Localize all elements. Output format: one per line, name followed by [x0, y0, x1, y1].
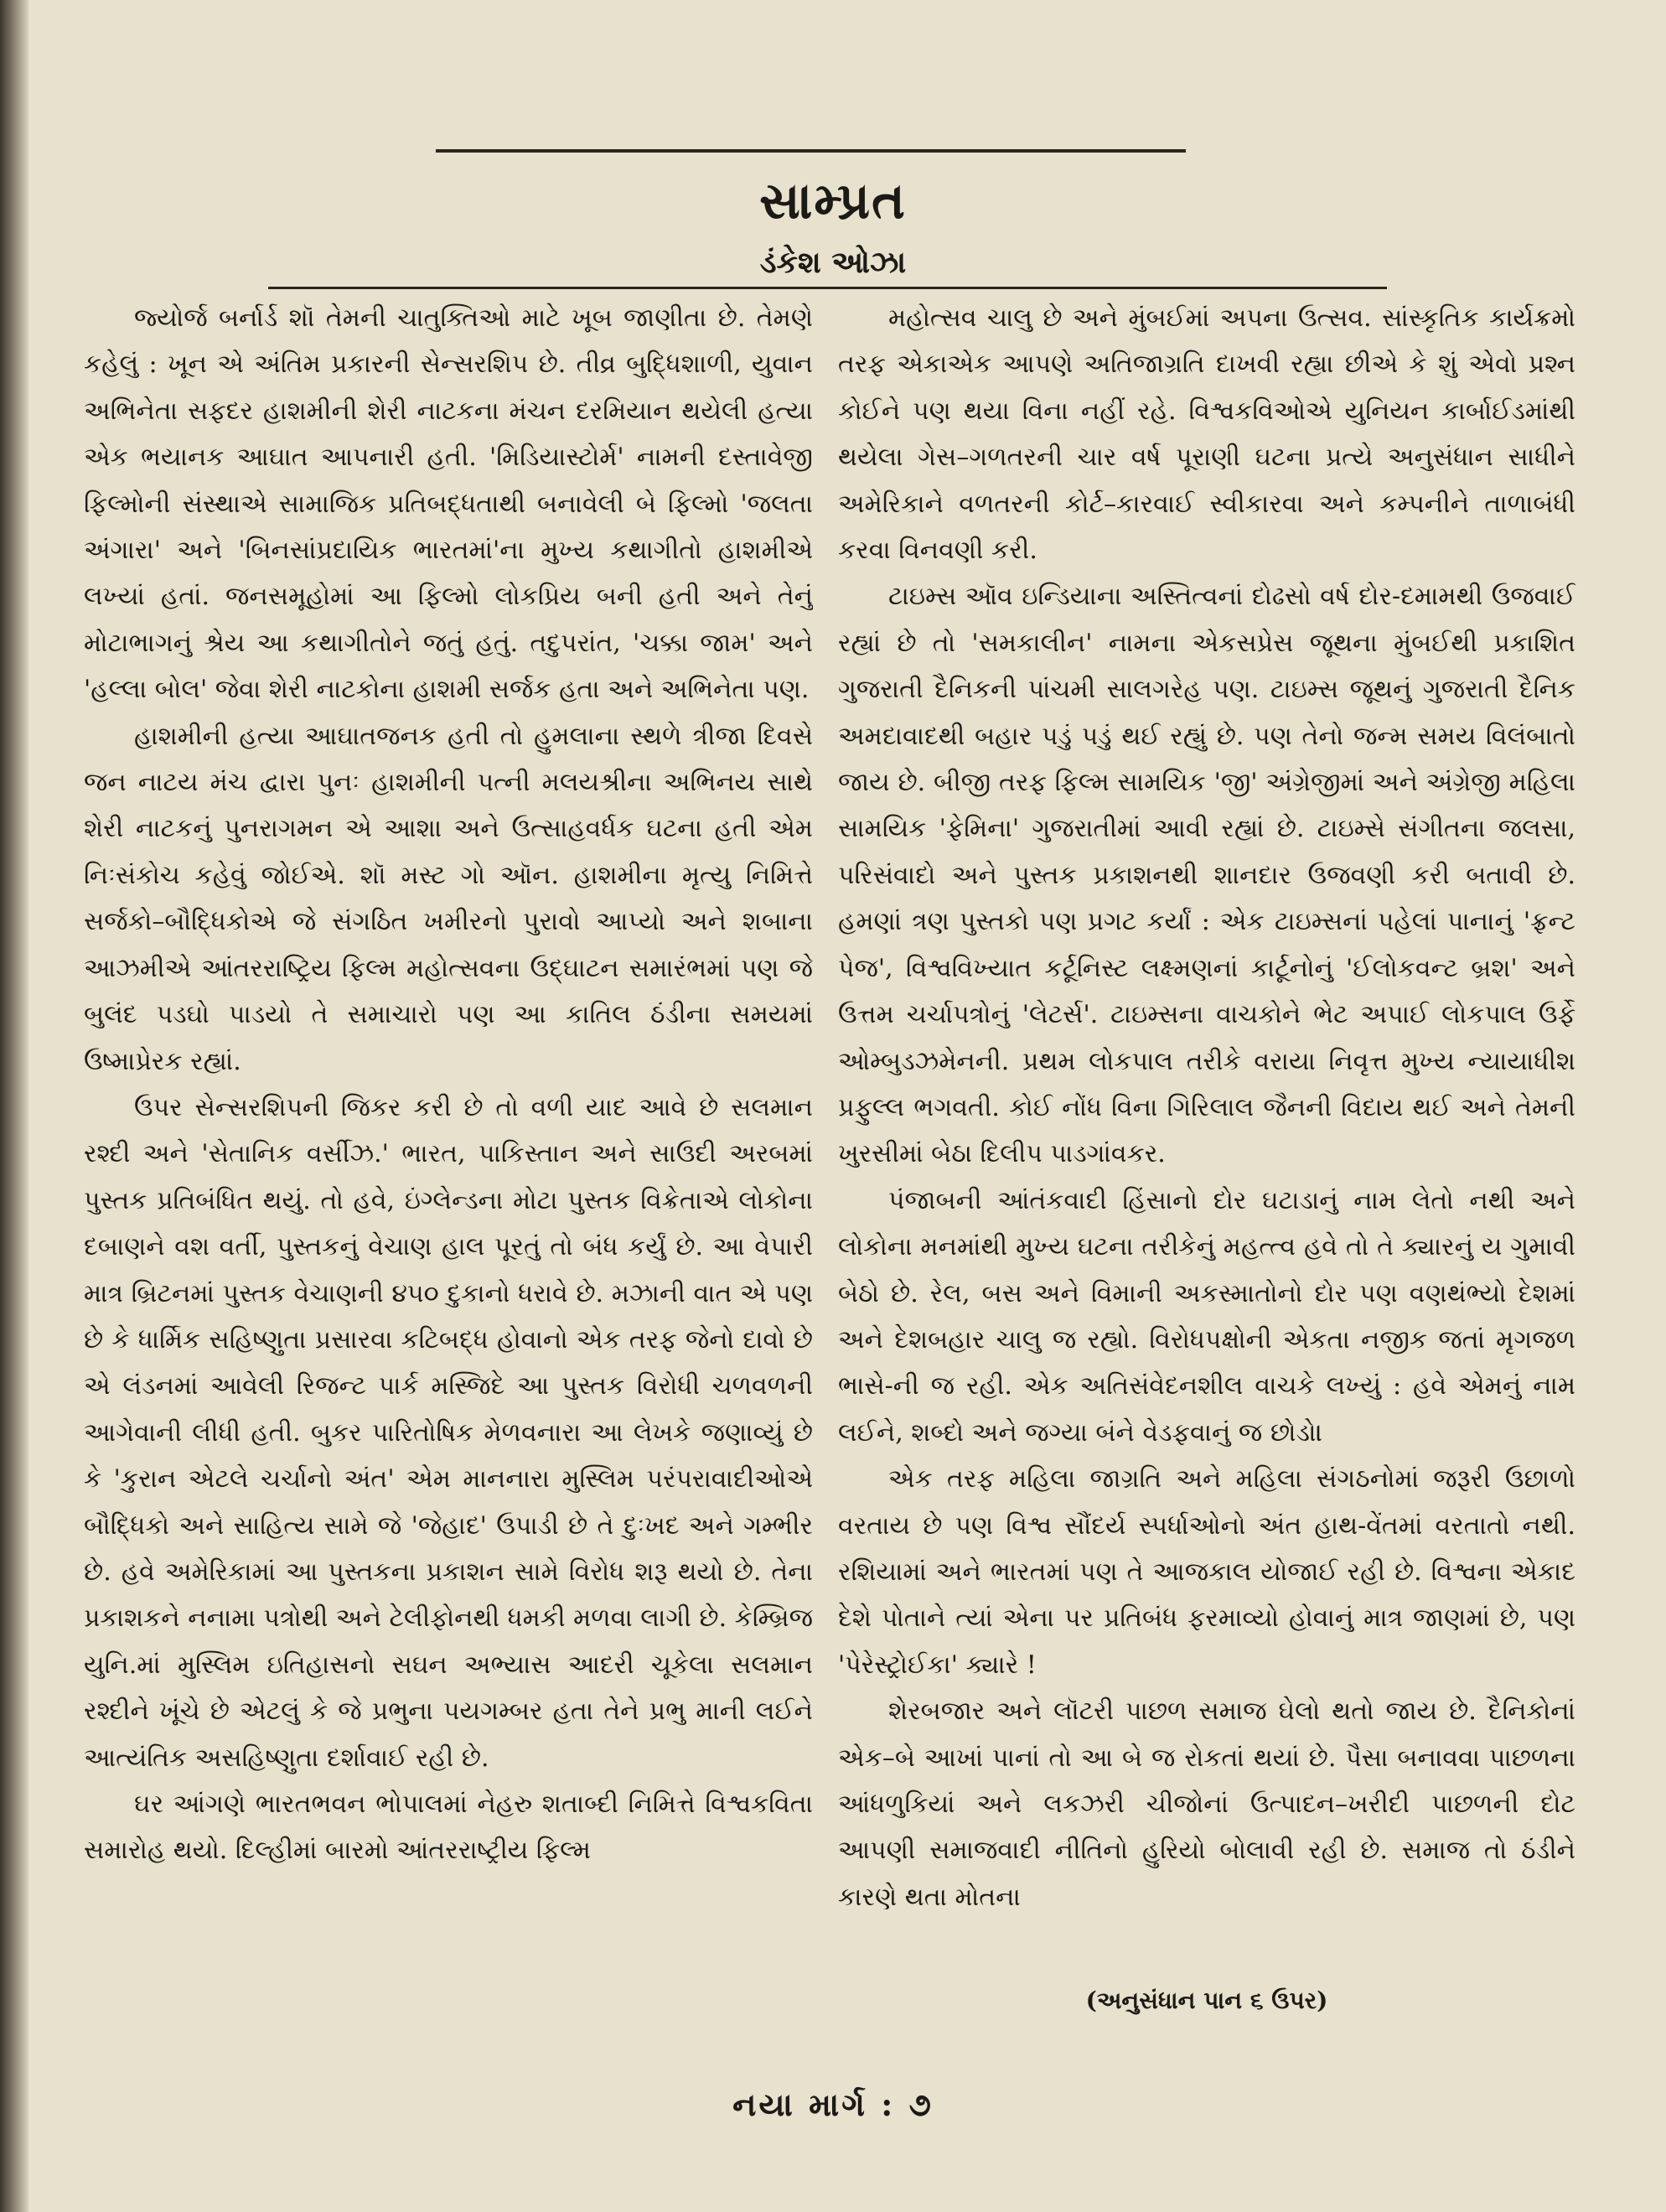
paragraph: ઘર આંગણે ભારતભવન ભોપાલમાં નેહરુ શતાબ્દી નિમિત્તે વિશ્વકવિતા સમારોહ થયો. દિલ્હીમાં બારમો આંતરરાષ્ટ્રીય ફિલ્મ	[84, 1790, 813, 1866]
article-author: ડંકેશ ઓઝા	[759, 245, 907, 280]
paragraph: મહોત્સવ ચાલુ છે અને મુંબઈમાં અપના ઉત્સવ. સાંસ્કૃતિક કાર્યક્રમો તરફ એકાએક આપણે અતિજાગ્રતિ દાખવી રહ્યા છીએ કે શું એવો પ્રશ્ન કોઈને પણ થયા વિના નહીં રહે. વિશ્વકવિઓએ યુનિયન કાર્બાઈડમાંથી થયેલા ગેસ–ગળતરની ચાર વર્ષ પૂરાણી ઘટના પ્રત્યે અનુસંધાન સાધીને અમેરિકાને વળતરની કોર્ટ–કારવાઈ સ્વીકારવા અને કમ્પનીને તાળાબંધી કરવા વિનવણી કરી.	[838, 303, 1575, 566]
paragraph: જ્યોર્જ બર્નાર્ડ શૉ તેમની ચાતુક્તિઓ માટે ખૂબ જાણીતા છે. તેમણે કહેલું : ખૂન એ અંતિમ પ્રકારની સેન્સરશિપ છે. તીવ્ર બુદ્ધિશાળી, યુવાન અભિનેતા સફદર હાશમીની શેરી નાટકના મંચન દરમિયાન થયેલી હત્યા એક ભયાનક આઘાત આપનારી હતી. 'મિડિયાસ્ટોર્મ' નામની દસ્તાવેજી ફિલ્મોની સંસ્થાએ સામાજિક પ્રતિબદ્ધતાથી બનાવેલી બે ફિલ્મો 'જલતા અંગારા' અને 'બિનસાંપ્રદાયિક ભારતમાં'ના મુખ્ય કથાગીતો હાશમીએ લખ્યાં હતાં. જનસમૂહોમાં આ ફિલ્મો લોકપ્રિય બની હતી અને તેનું મોટાભાગનું શ્રેય આ કથાગીતોને જતું હતું. તદુપરાંત, 'ચક્કા જામ' અને 'હલ્લા બોલ' જેવા શેરી નાટકોના હાશમી સર્જક હતા અને અભિનેતા પણ.	[84, 303, 813, 705]
continuation-note: (અનુસંધાન પાન ૬ ઉપર)	[1085, 1987, 1328, 2014]
author-rule	[268, 287, 1387, 289]
page-footer: નયા માર્ગ : ૭	[732, 2085, 934, 2123]
paragraph: શેરબજાર અને લૉટરી પાછળ સમાજ ઘેલો થતો જાય છે. દૈનિકોનાં એક–બે આખાં પાનાં તો આ બે જ રોકતાં થયાં છે. પૈસા બનાવવા પાછળના આંધળુકિયાં અને લકઝરી ચીજોનાં ઉત્પાદન–ખરીદી પાછળની દોટ આપણી સમાજવાદી નીતિનો હુરિયો બોલાવી રહી છે. સમાજ તો ઠંડીને કારણે થતા મોતના	[838, 1697, 1575, 1912]
paragraph: ઉપર સેન્સરશિપની જિકર કરી છે તો વળી યાદ આવે છે સલમાન રશ્દી અને 'સેતાનિક વર્સીઝ.' ભારત, પાકિસ્તાન અને સાઉદી અરબમાં પુસ્તક પ્રતિબંધિત થયું. તો હવે, ઇંગ્લેન્ડના મોટા પુસ્તક વિક્રેતાએ લોકોના દબાણને વશ વર્તી, પુસ્તકનું વેચાણ હાલ પૂરતું તો બંધ કર્યું છે. આ વેપારી માત્ર બ્રિટનમાં પુસ્તક વેચાણની ૪૫૦ દુકાનો ધરાવે છે. મઝાની વાત એ પણ છે કે ધાર્મિક સહિષ્ણુતા પ્રસારવા કટિબદ્ધ હોવાનો એક તરફ જેનો દાવો છે એ લંડનમાં આવેલી રિજન્ટ પાર્ક મસ્જિદે આ પુસ્તક વિરોધી ચળવળની આગેવાની લીધી હતી. બુકર પારિતોષિક મેળવનારા આ લેખકે જણાવ્યું છે કે 'કુરાન એટલે ચર્ચાનો અંત' એમ માનનારા મુસ્લિમ પરંપરાવાદીઓએ બૌદ્ધિકો અને સાહિત્ય સામે જે 'જેહાદ' ઉપાડી છે તે દુઃખદ અને ગમ્ભીર છે. હવે અમેરિકામાં આ પુસ્તકના પ્રકાશન સામે વિરોધ શરૂ થયો છે. તેના પ્રકાશકને નનામા પત્રોથી અને ટેલીફોનથી ધમકી મળવા લાગી છે. કેમ્બ્રિજ યુનિ.માં મુસ્લિમ ઇતિહાસનો સઘન અભ્યાસ આદરી ચૂકેલા સલમાન રશ્દીને ખૂંચે છે એટલું કે જે પ્રભુના પયગમ્બર હતા તેને પ્રભુ માની લઈને આત્યંતિક અસહિષ્ણુતા દર્શાવાઈ રહી છે.	[84, 1092, 813, 1773]
top-rule	[436, 149, 1186, 153]
paragraph: હાશમીની હત્યા આઘાતજનક હતી તો હુમલાના સ્થળે ત્રીજા દિવસે જન નાટય મંચ દ્વારા પુનઃ હાશમીની પત્ની મલયશ્રીના અભિનય સાથે શેરી નાટકનું પુનરાગમન એ આશા અને ઉત્સાહવર્ધક ઘટના હતી એમ નિઃસંકોચ કહેવું જોઈએ. શૉ મસ્ટ ગો ઑન. હાશમીના મૃત્યુ નિમિત્તે સર્જકો–બૌદ્ધિકોએ જે સંગઠિત ખમીરનો પુરાવો આપ્યો અને શબાના આઝમીએ આંતરરાષ્ટ્રિય ફિલ્મ મહોત્સવના ઉદ્ઘાટન સમારંભમાં પણ જે બુલંદ પડઘો પાડયો તે સમાચારો પણ આ કાતિલ ઠંડીના સમયમાં ઉષ્માપ્રેરક રહ્યાં.	[84, 721, 813, 1076]
right-column	[838, 295, 1575, 2013]
left-column	[84, 295, 813, 2013]
page-edge-shadow	[0, 0, 28, 2212]
paragraph: પંજાબની આંતંકવાદી હિંસાનો દોર ઘટાડાનું નામ લેતો નથી અને લોકોના મનમાંથી મુખ્ય ઘટના તરીકેનું મહત્ત્વ હવે તો તે ક્યારનું ય ગુમાવી બેઠો છે. રેલ, બસ અને વિમાની અકસ્માતોનો દોર પણ વણથંભ્યો દેશમાં અને દેશબહાર ચાલુ જ રહ્યો. વિરોધપક્ષોની એકતા નજીક જતાં મૃગજળ ભાસે-ની જ રહી. એક અતિસંવેદનશીલ વાચકે લખ્યું : હવે એમનું નામ લઈને, શબ્દો અને જગ્યા બંને વેડફવાનું જ છોડો।	[838, 1185, 1575, 1448]
paragraph: ટાઇમ્સ ઑવ ઇન્ડિયાના અસ્તિત્વનાં દોઢસો વર્ષ દોર-દમામથી ઉજવાઈ રહ્યાં છે તો 'સમકાલીન' નામના એકસપ્રેસ જૂથના મુંબઈથી પ્રકાશિત ગુજરાતી દૈનિકની પાંચમી સાલગરેહ પણ. ટાઇમ્સ જૂથનું ગુજરાતી દૈનિક અમદાવાદથી બહાર પડું પડું થઈ રહ્યું છે. પણ તેનો જન્મ સમય વિલંબાતો જાય છે. બીજી તરફ ફિલ્મ સામયિક 'જી' અંગ્રેજીમાં અને અંગ્રેજી મહિલા સામયિક 'ફેમિના' ગુજરાતીમાં આવી રહ્યાં છે. ટાઇમ્સે સંગીતના જલસા, પરિસંવાદો અને પુસ્તક પ્રકાશનથી શાનદાર ઉજવણી કરી બતાવી છે. હમણાં ત્રણ પુસ્તકો પણ પ્રગટ કર્યાં : એક ટાઇમ્સનાં પહેલાં પાનાનું 'ફ્રન્ટ પેજ', વિશ્વવિખ્યાત કર્ટૂનિસ્ટ લક્ષ્મણનાં કાર્ટૂનોનું 'ઈલોકવન્ટ બ્રશ' અને ઉત્તમ ચર્ચાપત્રોનું 'લેટર્સ'. ટાઇમ્સના વાચકોને ભેટ અપાઈ લોકપાલ ઉર્ફે ઓમ્બુડઝમેનની. પ્રથમ લોકપાલ તરીકે વરાયા નિવૃત્ત મુખ્ય ન્યાયાધીશ પ્રફુલ્લ ભગવતી. કોઈ નોંધ વિના ગિરિલાલ જૈનની વિદાય થઈ અને તેમની ખુરસીમાં બેઠા દિલીપ પાડગાંવકર.	[838, 582, 1575, 1169]
paragraph: એક તરફ મહિલા જાગ્રતિ અને મહિલા સંગઠનોમાં જરૂરી ઉછાળો વરતાય છે પણ વિશ્વ સૌંદર્ય સ્પર્ધાઓનો અંત હાથ-વેંતમાં વરતાતો નથી. રશિયામાં અને ભારતમાં પણ તે આજકાલ યોજાઈ રહી છે. વિશ્વના એકાદ દેશે પોતાને ત્યાં એના પર પ્રતિબંધ ફરમાવ્યો હોવાનું માત્ર જાણમાં છે, પણ 'પેરેસ્ટ્રોઈકા' ક્યારે !	[838, 1464, 1575, 1680]
article-title: સામ્પ્રત	[759, 172, 907, 231]
